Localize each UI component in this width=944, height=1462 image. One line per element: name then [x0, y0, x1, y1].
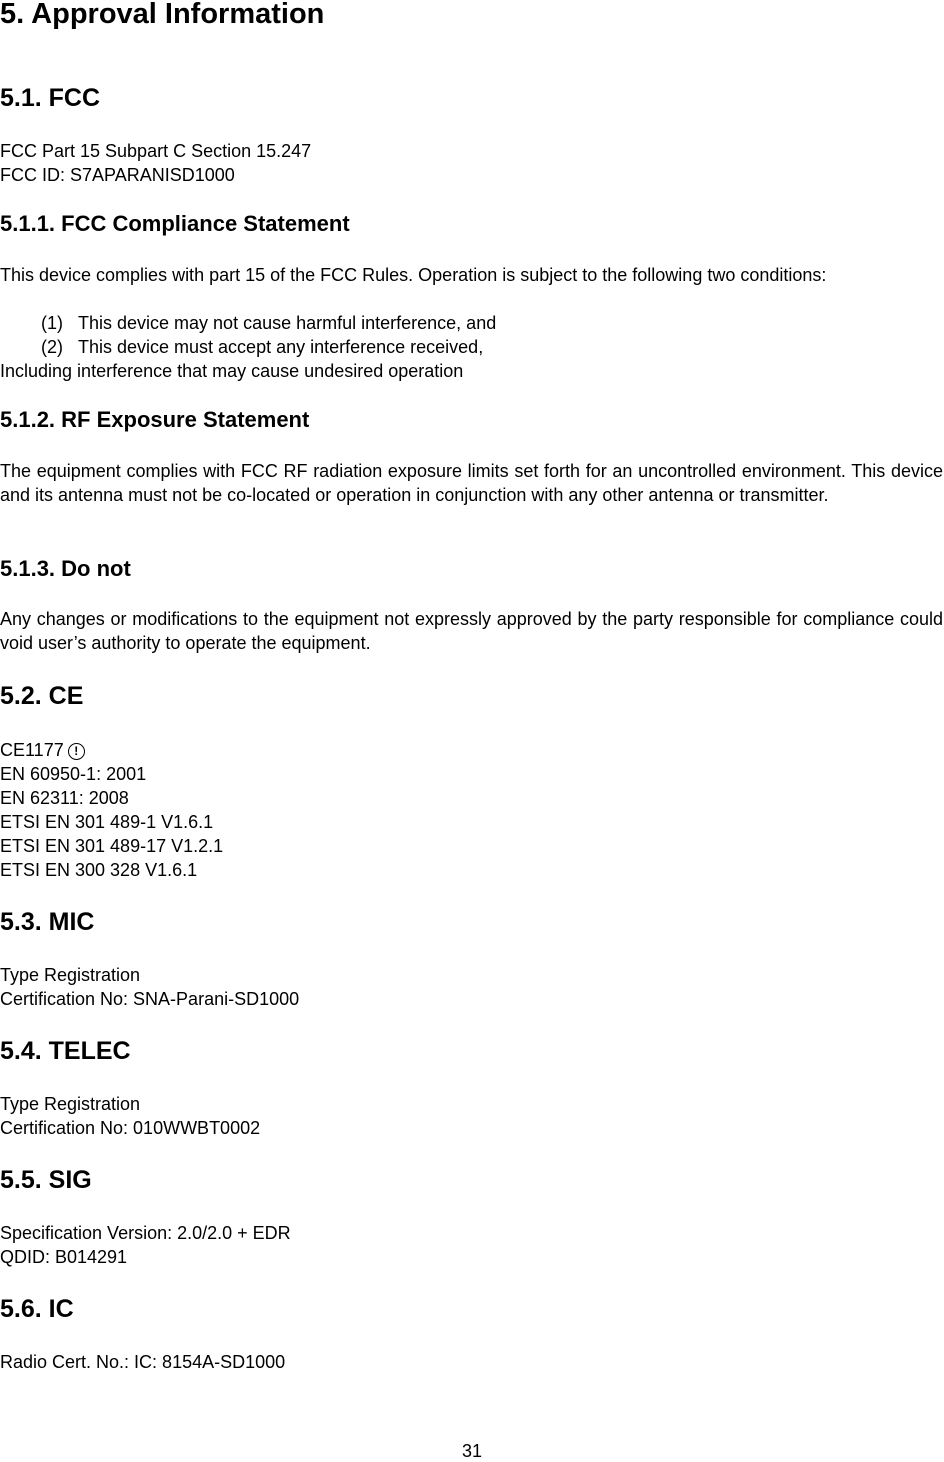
condition-text: This device may not cause harmful interference, and — [78, 313, 497, 333]
ce-mark: CE1177 — [0, 740, 64, 760]
fcc-compliance-heading: 5.1.1. FCC Compliance Statement — [0, 211, 350, 236]
rf-exposure-heading: 5.1.2. RF Exposure Statement — [0, 407, 310, 432]
ce-standard: ETSI EN 300 328 V1.6.1 — [0, 860, 198, 880]
mic-cert-line: Certification No: SNA-Parani-SD1000 — [0, 989, 300, 1009]
ce-heading: 5.2. CE — [0, 682, 84, 710]
donot-heading: 5.1.3. Do not — [0, 556, 131, 581]
telec-heading: 5.4. TELEC — [0, 1037, 131, 1065]
telec-type-line: Type Registration — [0, 1094, 141, 1114]
rf-exposure-text: The equipment complies with FCC RF radiation exposure limits set forth for an uncontrolled environment. This device and its antenna must not be co-located or operation in conjunction with any other antenna or transmitter. — [0, 461, 943, 505]
condition-text: This device must accept any interference received, — [78, 337, 484, 357]
ic-cert-line: Radio Cert. No.: IC: 8154A-SD1000 — [0, 1352, 286, 1372]
ce-standard: EN 60950-1: 2001 — [0, 764, 147, 784]
donot-text: Any changes or modifications to the equipment not expressly approved by the party responsible for compliance could void user’s authority to operate the equipment. — [0, 609, 943, 653]
telec-cert-line: Certification No: 010WWBT0002 — [0, 1118, 261, 1138]
condition-number: (2) — [41, 337, 63, 357]
page-number: 31 — [461, 1441, 483, 1461]
ce-standard: ETSI EN 301 489-1 V1.6.1 — [0, 812, 214, 832]
sig-qdid-line: QDID: B014291 — [0, 1247, 128, 1267]
ce-standard: EN 62311: 2008 — [0, 788, 129, 808]
sig-heading: 5.5. SIG — [0, 1166, 92, 1194]
alert-icon: ! — [68, 743, 85, 760]
sig-version-line: Specification Version: 2.0/2.0 + EDR — [0, 1223, 291, 1243]
fcc-compliance-tail: Including interference that may cause undesired operation — [0, 361, 464, 381]
ce-mark-line — [0, 738, 85, 762]
ce-standard: ETSI EN 301 489-17 V1.2.1 — [0, 836, 224, 856]
ic-heading: 5.6. IC — [0, 1295, 74, 1323]
condition-number: (1) — [41, 313, 63, 333]
fcc-part-line: FCC Part 15 Subpart C Section 15.247 — [0, 141, 312, 161]
condition-item-1 — [41, 311, 496, 335]
mic-heading: 5.3. MIC — [0, 908, 95, 936]
page-title: 5. Approval Information — [0, 0, 325, 30]
fcc-compliance-intro: This device complies with part 15 of the FCC Rules. Operation is subject to the following two conditions: — [0, 265, 827, 285]
fcc-id-line: FCC ID: S7APARANISD1000 — [0, 165, 235, 185]
condition-item-2 — [41, 335, 483, 359]
mic-type-line: Type Registration — [0, 965, 141, 985]
fcc-heading: 5.1. FCC — [0, 84, 101, 112]
